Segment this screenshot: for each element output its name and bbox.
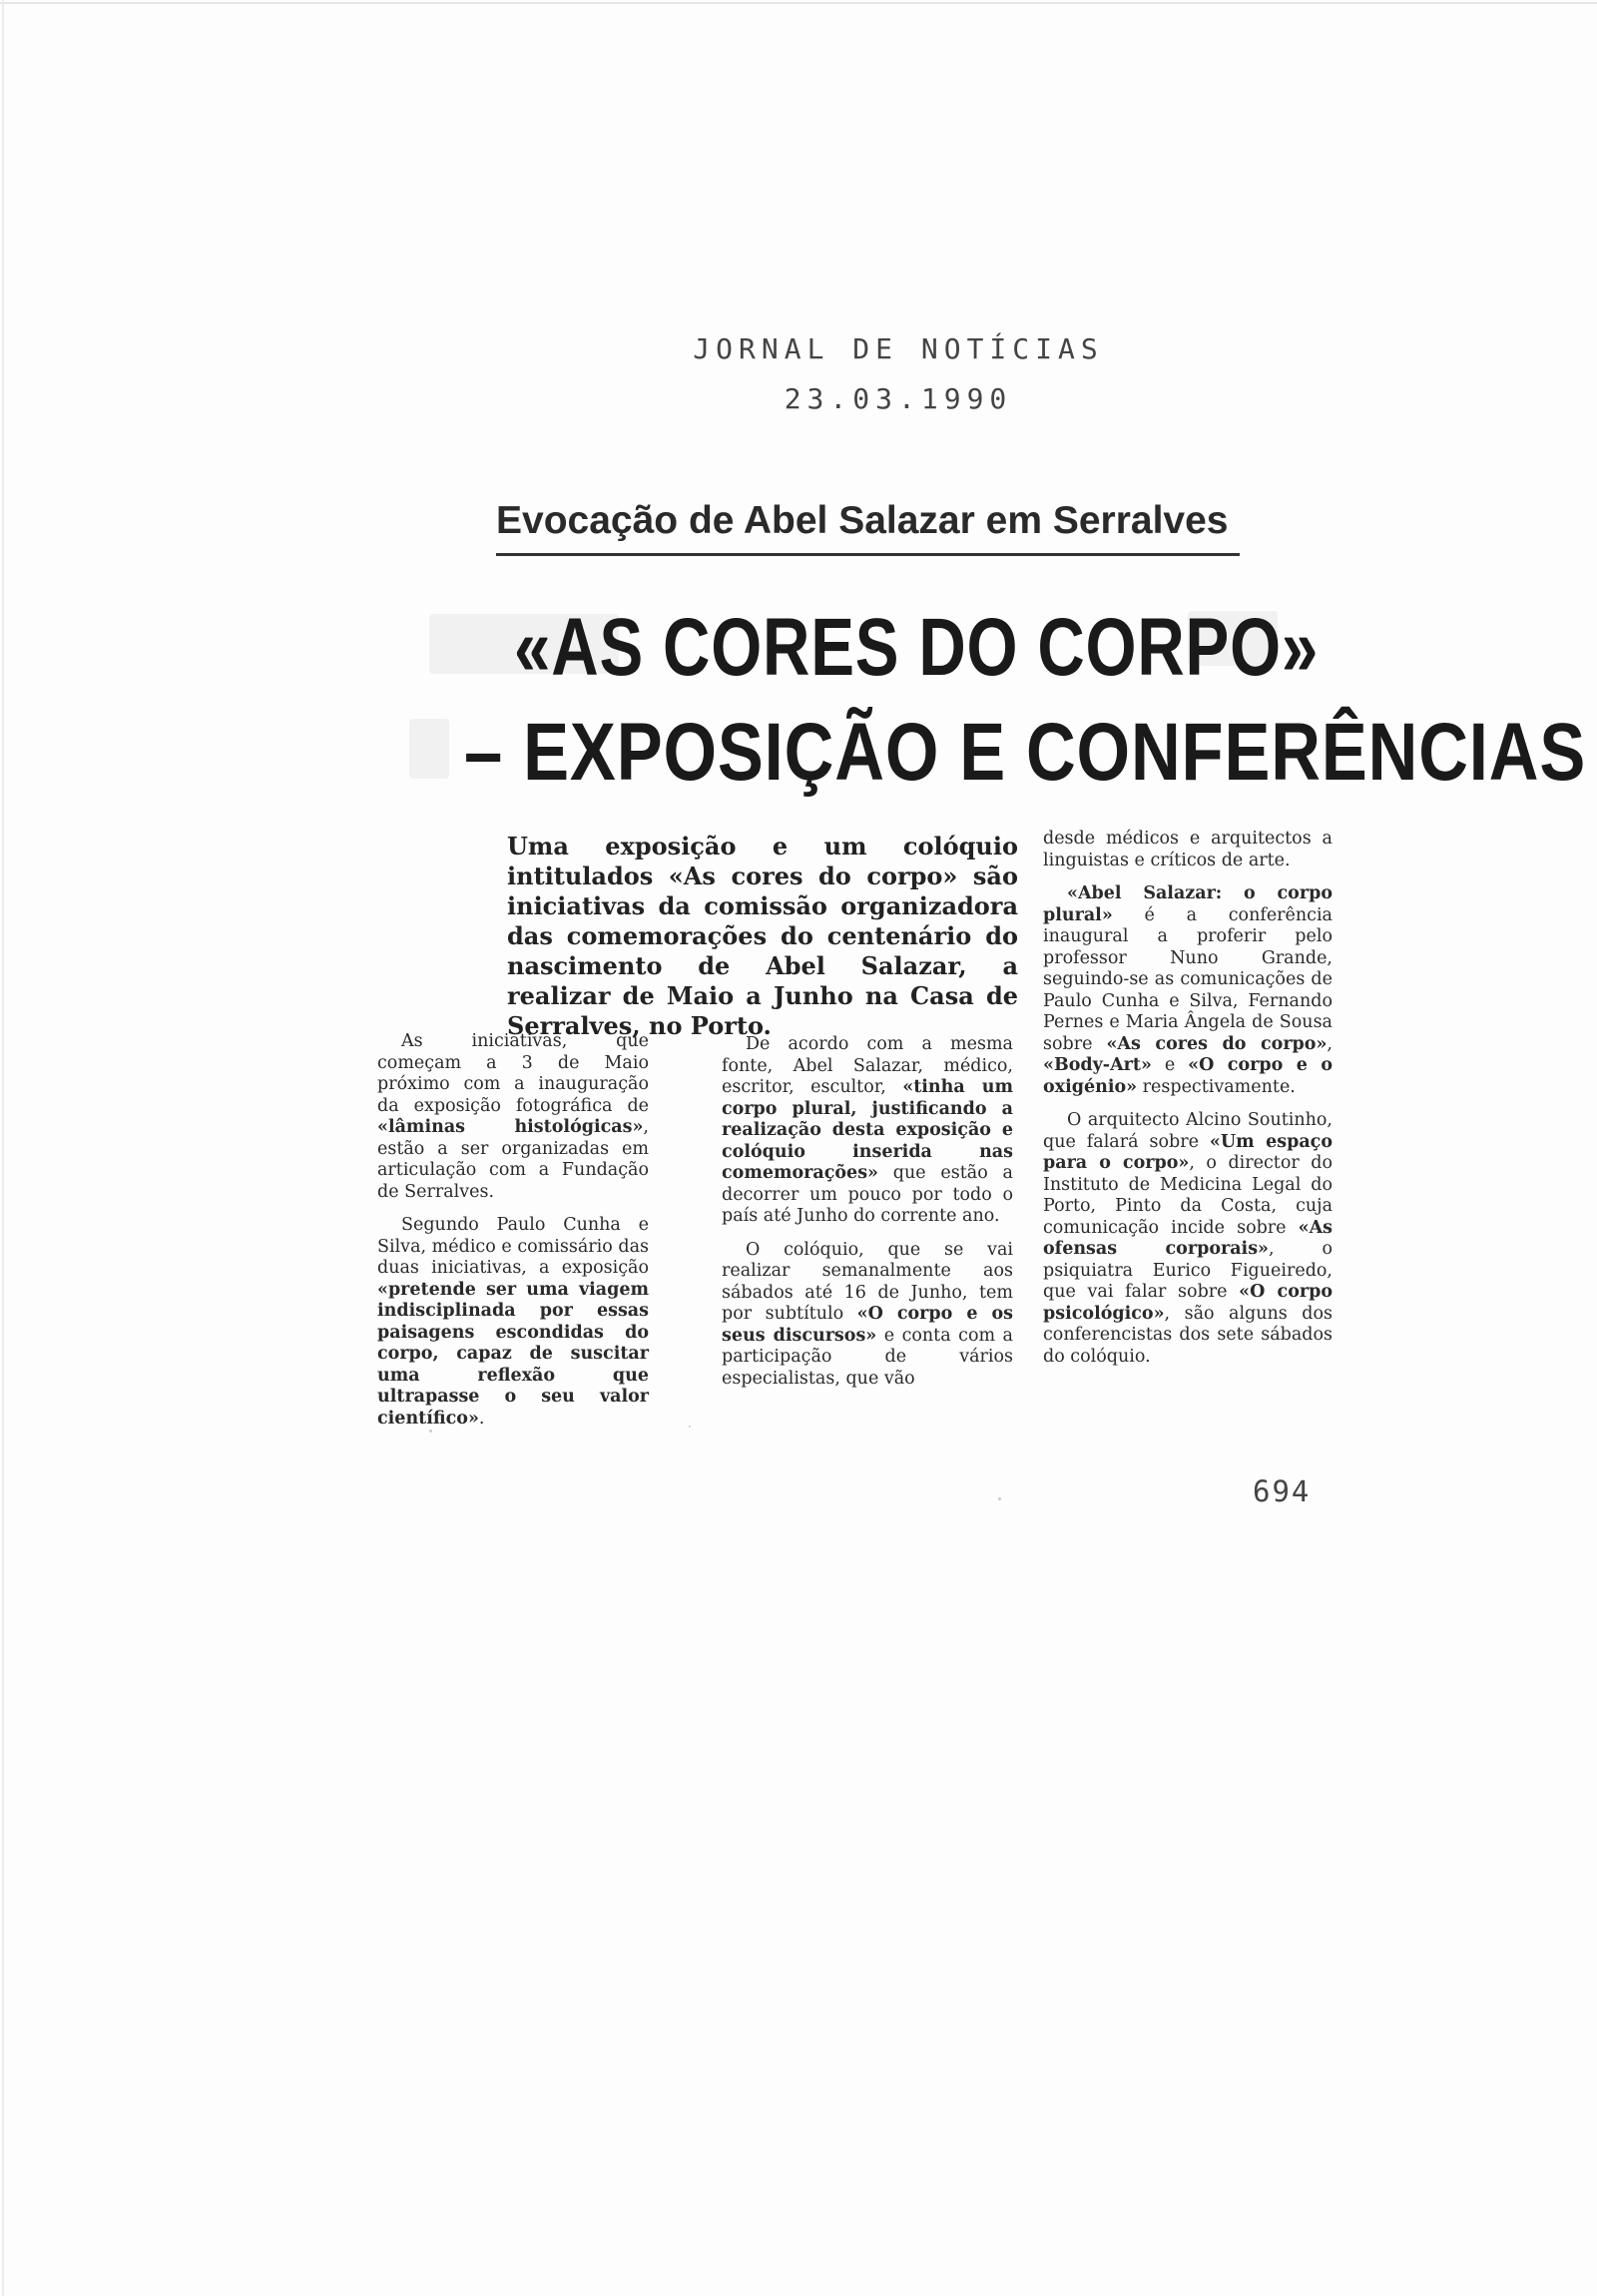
article-column-1: [377, 1031, 649, 1441]
page-number: 694: [1253, 1474, 1312, 1508]
body-text: O colóquio, que se vai realizar semanalmente aos sábados até 16 de Junho, tem por subtítulo: [722, 1239, 1013, 1324]
paragraph: [1043, 829, 1332, 871]
body-text-bold: «pretende ser uma viagem indisciplinada por essas paisagens escondidas do corpo, capaz de suscitar uma reflexão que ultrapasse o seu valor científico»: [377, 1279, 649, 1429]
body-text: , estão a ser organizadas em articulação com a Fundação de Serralves.: [377, 1117, 649, 1202]
body-text: , são alguns dos conferencistas dos sete sábados do colóquio.: [1043, 1303, 1332, 1367]
body-text-bold: «As ofensas corporais»: [1043, 1217, 1332, 1259]
paragraph: [377, 1031, 649, 1203]
headline-line-1: «AS CORES DO CORPO»: [514, 602, 1320, 693]
body-text-bold: «As cores do corpo»: [1106, 1033, 1328, 1054]
article-column-2: [722, 1034, 1013, 1402]
body-text: , o director do Instituto de Medicina Legal do Porto, Pinto da Costa, cuja comunicação incide sobre: [1043, 1153, 1333, 1238]
body-text: Segundo Paulo Cunha e Silva, médico e comissário das duas iniciativas, a exposição: [377, 1215, 649, 1278]
body-text: é a conferência inaugural a proferir pelo professor Nuno Grande, seguindo-se as comunicações de Paulo Cunha e Silva, Fernando Pernes e Maria Ângela de Sousa sobre: [1043, 904, 1332, 1054]
show-through-mark: [409, 719, 449, 779]
paragraph: [1043, 1110, 1332, 1368]
newspaper-name-stamp: JORNAL DE NOTÍCIAS: [693, 332, 1104, 365]
paragraph: [377, 1215, 649, 1430]
scan-edge-left: [2, 0, 4, 2296]
body-text: .: [478, 1408, 485, 1429]
body-text-bold: «Body-Art»: [1043, 1055, 1152, 1075]
body-text-bold: «Um espaço para o corpo»: [1043, 1131, 1333, 1173]
scan-speck: [429, 1430, 432, 1433]
date-stamp: 23.03.1990: [784, 382, 1013, 415]
body-text: ,: [1327, 1033, 1332, 1054]
article-kicker: Evocação de Abel Salazar em Serralves: [496, 499, 1229, 542]
paragraph: [722, 1034, 1013, 1228]
body-text: respectivamente.: [1137, 1076, 1296, 1097]
paragraph: [722, 1240, 1013, 1391]
body-text-bold: «tinha um corpo plural, justificando a realização desta exposição e colóquio inserida nas comemorações»: [722, 1077, 1013, 1183]
article-lead: Uma exposição e um colóquio intitulados «As cores do corpo» são iniciativas da comissão organizadora das comemorações do centenário do nascimento de Abel Salazar, a realizar de Maio a Junho na Casa de Serralves, no Porto.: [507, 832, 1018, 1040]
scan-edge-top: [0, 2, 1597, 4]
body-text: , o psiquiatra Eurico Figueiredo, que vai falar sobre: [1043, 1239, 1332, 1302]
body-text-bold: «O corpo e o oxigénio»: [1043, 1055, 1332, 1097]
body-text: O arquitecto Alcino Soutinho, que falará sobre: [1043, 1110, 1332, 1152]
body-text-bold: «O corpo psicológico»: [1043, 1282, 1333, 1324]
body-text: As iniciativas, que começam a 3 de Maio próximo com a inauguração da exposição fotográfica de: [377, 1031, 649, 1116]
body-text: De acordo com a mesma fonte, Abel Salazar, médico, escritor, escultor,: [722, 1034, 1013, 1097]
body-text-bold: «lâminas histológicas»: [377, 1117, 644, 1137]
paragraph: [1043, 883, 1332, 1098]
body-text: desde médicos e arquitectos a linguistas e críticos de arte.: [1043, 829, 1332, 870]
body-text-bold: «O corpo e os seus discursos»: [722, 1304, 1014, 1346]
headline-line-2: – EXPOSIÇÃO E CONFERÊNCIAS: [464, 707, 1587, 798]
article-column-3: [1043, 829, 1332, 1380]
scan-speck: [689, 1426, 691, 1428]
body-text: e: [1151, 1055, 1189, 1075]
scan-speck: [998, 1497, 1001, 1500]
body-text: que estão a decorrer um pouco por todo o país até Junho do corrente ano.: [722, 1163, 1013, 1226]
kicker-underline: [496, 553, 1240, 556]
body-text-bold: «Abel Salazar: o corpo plural»: [1043, 883, 1332, 925]
body-text: e conta com a participação de vários especialistas, que vão: [722, 1325, 1013, 1389]
